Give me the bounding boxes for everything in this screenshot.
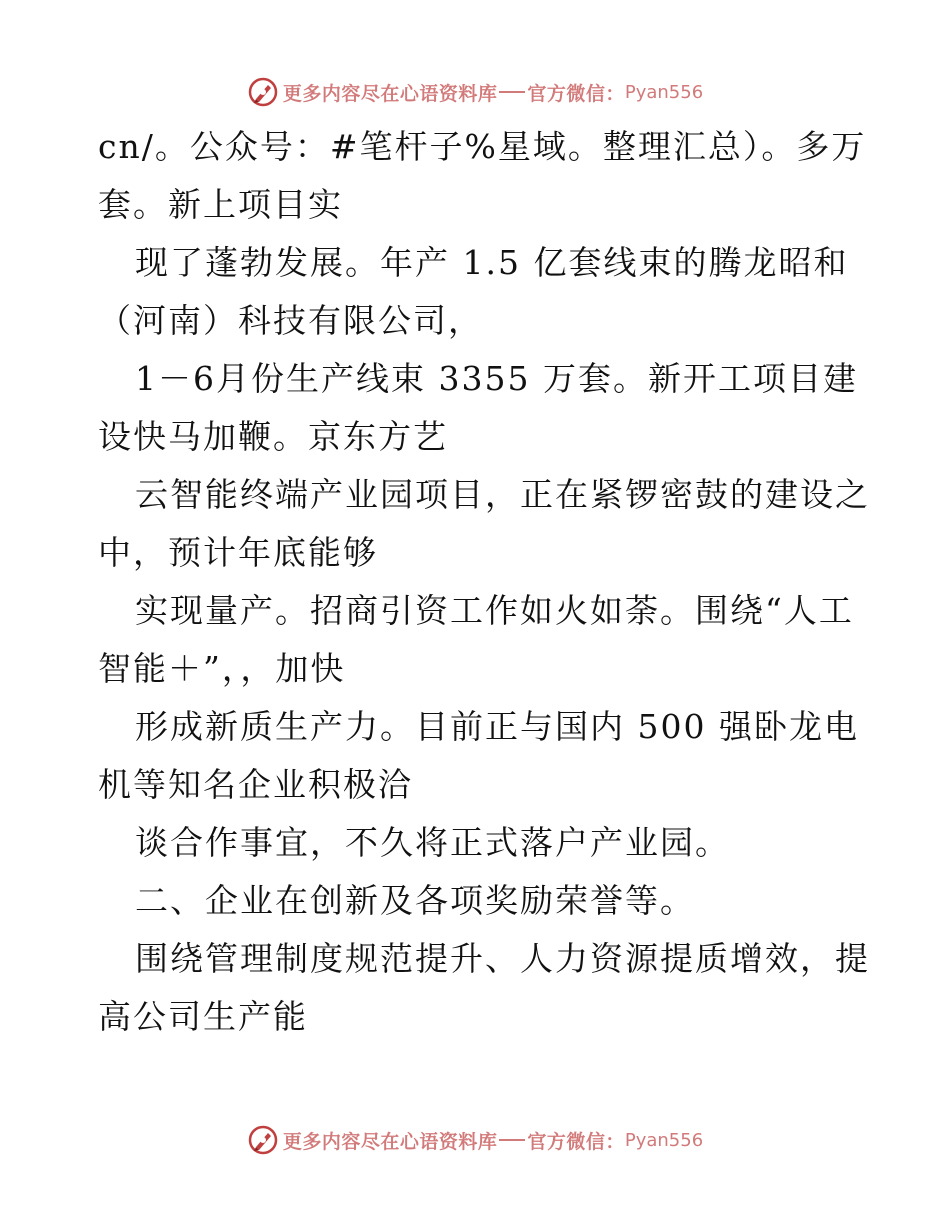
text-line: （河南）科技有限公司， [98,301,483,340]
watermark-dash [499,1139,525,1141]
text-line: 现了蓬勃发展。年产 1.5 亿套线束的腾龙昭和 [135,243,849,282]
text-line: 设快马加鞭。京东方艺 [98,417,448,456]
watermark-text: 更多内容尽在心语资料库 [282,1130,498,1153]
text-line: 谈合作事宜，不久将正式落户产业园。 [135,823,730,862]
text-line: 云智能终端产业园项目，正在紧锣密鼓的建设之 [135,475,870,514]
text-line: 机等知名企业积极洽 [98,765,413,804]
document-body [98,118,870,1046]
watermark-account: Pyan556 [624,1129,704,1151]
watermark-label: 官方微信： [527,1130,625,1153]
header-watermark [0,72,950,112]
text-line: 1－6月份生产线束 3355 万套。新开工项目建 [135,359,858,398]
pen-logo-icon [247,76,279,108]
text-line: 中，预计年底能够 [98,533,378,572]
text-line: 形成新质生产力。目前正与国内 500 强卧龙电 [135,707,859,746]
watermark-account: Pyan556 [624,81,704,103]
text-line: 实现量产。招商引资工作如火如荼。围绕“人工 [135,591,854,630]
text-line: 套。新上项目实 [98,185,343,224]
text-line: 高公司生产能 [98,997,308,1036]
text-line: 智能＋”，，加快 [98,649,346,688]
watermark-label: 官方微信： [527,82,625,105]
footer-watermark [0,1120,950,1160]
text-line: cn/。公众号：#笔杆子%星域。整理汇总）。多万 [98,127,867,166]
watermark-dash [499,91,525,93]
text-line: 二、企业在创新及各项奖励荣誉等。 [135,881,695,920]
watermark-text: 更多内容尽在心语资料库 [282,82,498,105]
pen-logo-icon [247,1124,279,1156]
text-line: 围绕管理制度规范提升、人力资源提质增效，提 [135,939,870,978]
